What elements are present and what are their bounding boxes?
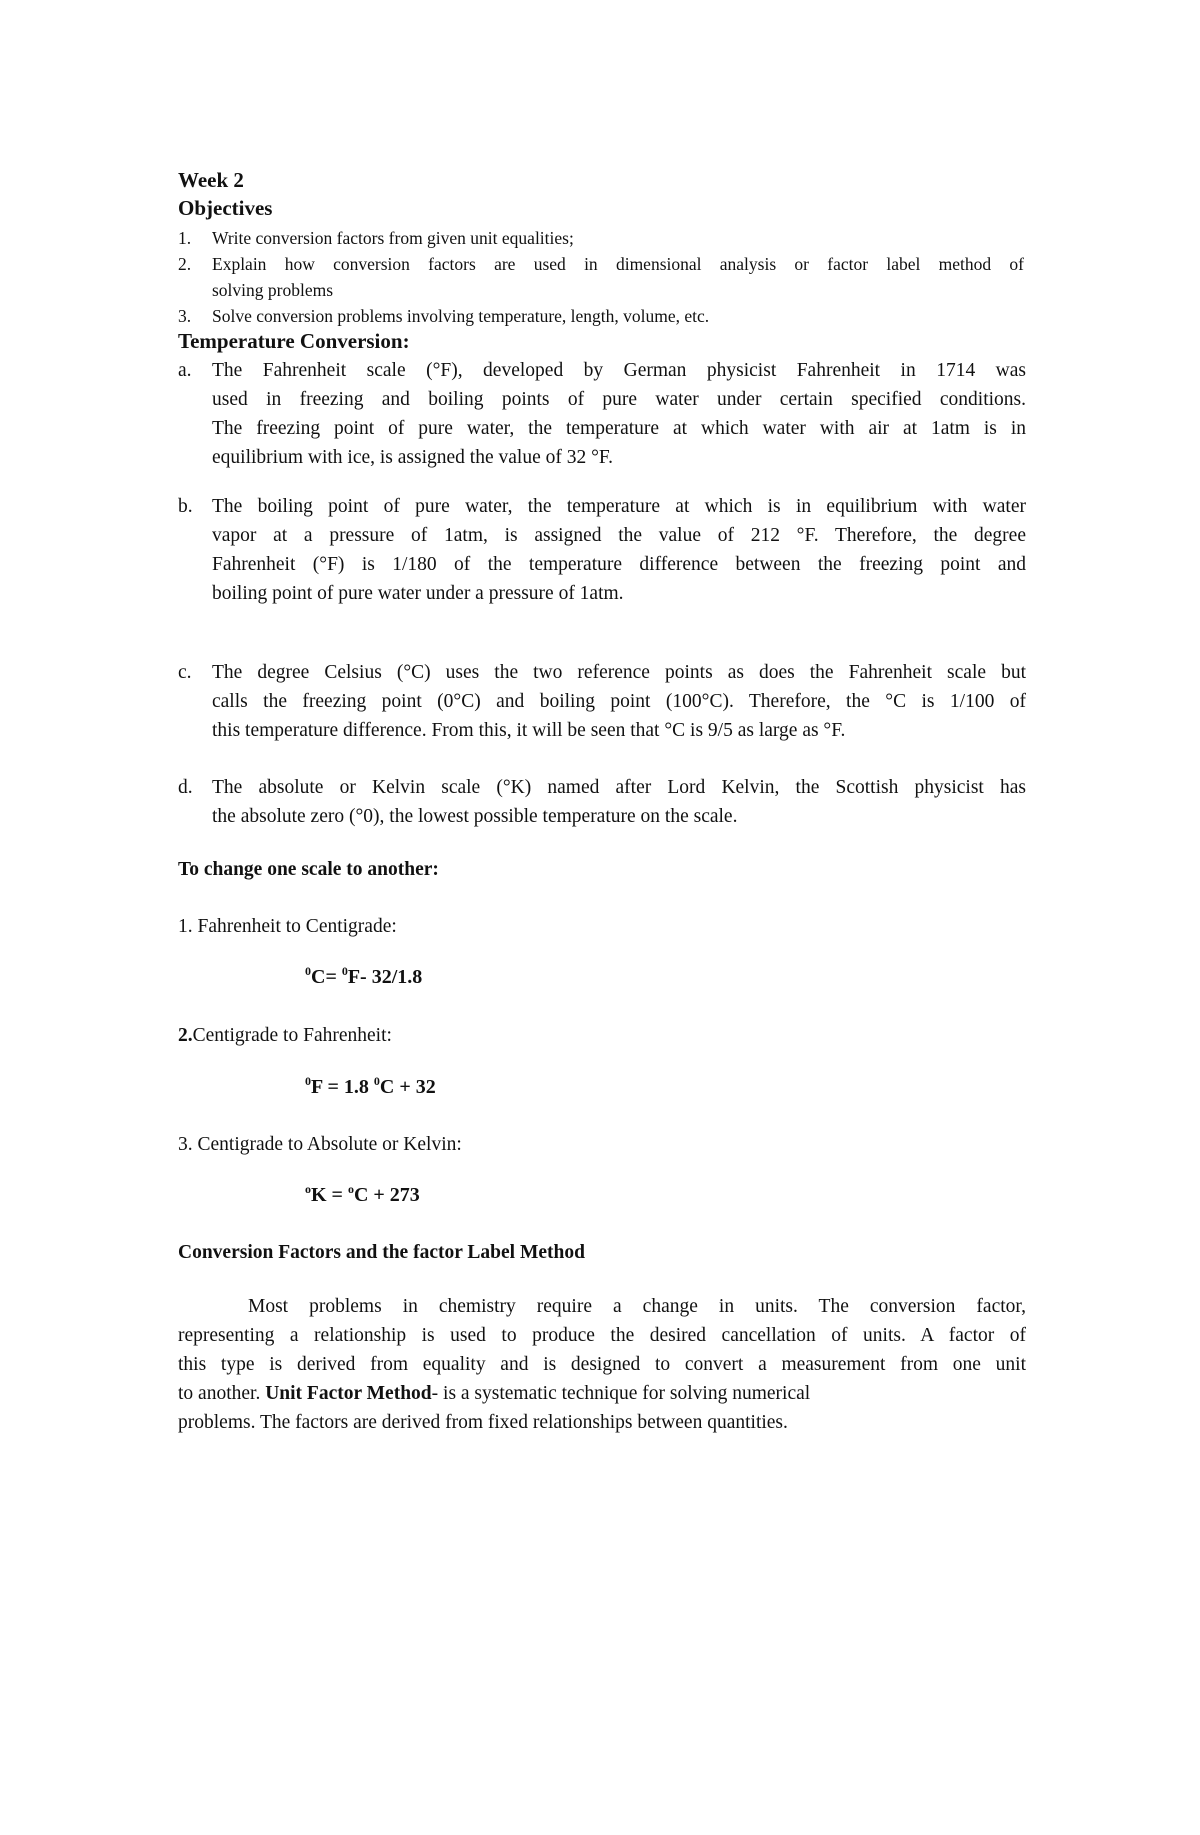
step-label: 1. Fahrenheit to Centigrade:	[178, 916, 397, 937]
objective-text: solving problems	[212, 280, 334, 300]
item-line: vapor at a pressure of 1atm, is assigned the value of 212 °F. Therefore, the degree	[212, 525, 1026, 546]
item-label: a.	[178, 360, 192, 381]
paragraph-line: problems. The factors are derived from fixed relationships between quantities.	[178, 1412, 788, 1433]
objective-text: Explain how conversion factors are used in dimensional analysis or factor label method of	[212, 254, 1024, 274]
step-label: 3. Centigrade to Absolute or Kelvin:	[178, 1134, 462, 1155]
item-label: c.	[178, 662, 192, 683]
objective-text: Solve conversion problems involving temperature, length, volume, etc.	[212, 306, 710, 326]
paragraph-line: Most problems in chemistry require a change in units. The conversion factor,	[248, 1296, 1026, 1317]
item-line: Fahrenheit (°F) is 1/180 of the temperature difference between the freezing point and	[212, 554, 1026, 575]
conversion-factors-heading: Conversion Factors and the factor Label Method	[178, 1242, 585, 1263]
item-line: The absolute or Kelvin scale (°K) named after Lord Kelvin, the Scottish physicist has	[212, 777, 1026, 798]
item-line: The Fahrenheit scale (°F), developed by German physicist Fahrenheit in 1714 was	[212, 360, 1026, 381]
item-line: The freezing point of pure water, the temperature at which water with air at 1atm is in	[212, 418, 1026, 439]
change-scale-heading: To change one scale to another:	[178, 859, 439, 880]
item-line: The degree Celsius (°C) uses the two reference points as does the Fahrenheit scale but	[212, 662, 1026, 683]
item-line: The boiling point of pure water, the temperature at which is in equilibrium with water	[212, 496, 1026, 517]
item-line: the absolute zero (°0), the lowest possible temperature on the scale.	[212, 806, 738, 827]
objective-number: 1.	[178, 228, 192, 248]
item-line: equilibrium with ice, is assigned the value of 32 °F.	[212, 447, 614, 468]
paragraph-line: representing a relationship is used to produce the desired cancellation of units. A factor of	[178, 1325, 1026, 1346]
week-title: Week 2	[178, 168, 244, 192]
item-line: used in freezing and boiling points of pure water under certain specified conditions.	[212, 389, 1026, 410]
item-line: calls the freezing point (0°C) and boiling point (100°C). Therefore, the °C is 1/100 of	[212, 691, 1026, 712]
item-line: boiling point of pure water under a pressure of 1atm.	[212, 583, 624, 604]
objective-number: 3.	[178, 306, 192, 326]
formula-c-to-k: $^o$K = $^o$C + 273	[305, 1182, 420, 1206]
formula-f-to-c: $^0$C= $^0$F- 32/1.8	[305, 964, 423, 988]
objective-number: 2.	[178, 254, 192, 274]
item-line: this temperature difference. From this, it will be seen that °C is 9/5 as large as °F.	[212, 720, 846, 741]
step-label: 2.Centigrade to Fahrenheit:	[178, 1025, 392, 1046]
item-label: d.	[178, 777, 193, 798]
paragraph-line: to another. Unit Factor Method- is a systematic technique for solving numerical	[178, 1383, 811, 1404]
item-label: b.	[178, 496, 193, 517]
unit-factor-method-term: Unit Factor Method	[265, 1383, 432, 1404]
temperature-conversion-heading: Temperature Conversion:	[178, 329, 410, 353]
formula-c-to-f: $^0$F = 1.8 $^0$C + 32	[305, 1074, 436, 1098]
paragraph-line: this type is derived from equality and is designed to convert a measurement from one unit	[178, 1354, 1026, 1375]
objective-text: Write conversion factors from given unit equalities;	[212, 228, 574, 248]
objectives-heading: Objectives	[178, 196, 273, 220]
